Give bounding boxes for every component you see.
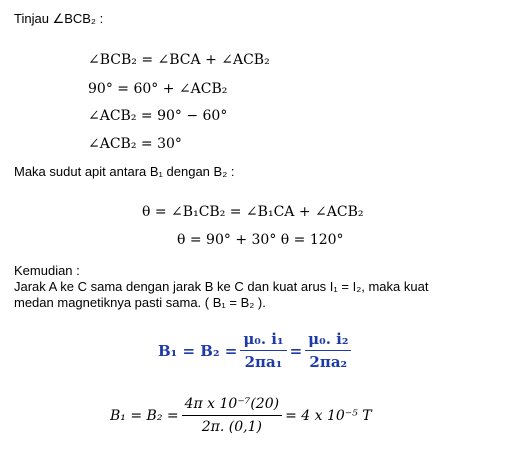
fraction-field-2-numerator: μ₀. i₂	[305, 330, 351, 351]
angle-between-text: Maka sudut apit antara B₁ dengan B₂ :	[14, 164, 235, 179]
intro-text: Tinjau ∠BCB₂ :	[14, 11, 104, 26]
equation-angle-result: ∠ACB₂ = 30°	[88, 136, 182, 152]
equation-substitute: 90° = 60° + ∠ACB₂	[88, 81, 228, 97]
field-value-result: = 4 x 10⁻⁵ T	[285, 407, 372, 424]
fraction-field-2-denominator: 2πa₂	[309, 353, 348, 371]
fraction-field-1-denominator: 2πa₁	[244, 353, 283, 371]
fraction-field-2	[305, 330, 351, 371]
paragraph-line-1: Jarak A ke C sama dengan jarak B ke C dan kuat arus I₁ = I₂, maka kuat	[14, 279, 429, 294]
equation-field-equal	[158, 330, 354, 371]
fraction-field-1	[240, 330, 286, 371]
fraction-field-value	[182, 395, 282, 436]
fraction-field-1-numerator: μ₀. i₁	[240, 330, 286, 351]
field-equal-sign: =	[289, 341, 303, 360]
fraction-field-value-denominator: 2π. (0,1)	[201, 419, 262, 435]
equation-theta-def: θ = ∠B₁CB₂ = ∠B₁CA + ∠ACB₂	[142, 204, 364, 220]
paragraph-line-2: medan magnetiknya pasti sama. ( B₁ = B₂ ).	[14, 295, 266, 310]
equation-angle-sum: ∠BCB₂ = ∠BCA + ∠ACB₂	[88, 52, 270, 68]
kemudian-label: Kemudian :	[14, 263, 80, 278]
field-equal-lhs: B₁ = B₂ =	[158, 341, 238, 360]
equation-field-value	[110, 395, 372, 436]
equation-theta-result: θ = 90° + 30° θ = 120°	[177, 232, 344, 248]
equation-rearrange: ∠ACB₂ = 90° − 60°	[88, 108, 228, 124]
field-value-lhs: B₁ = B₂ =	[110, 407, 179, 424]
fraction-field-value-numerator: 4π x 10⁻⁷(20)	[182, 395, 282, 416]
